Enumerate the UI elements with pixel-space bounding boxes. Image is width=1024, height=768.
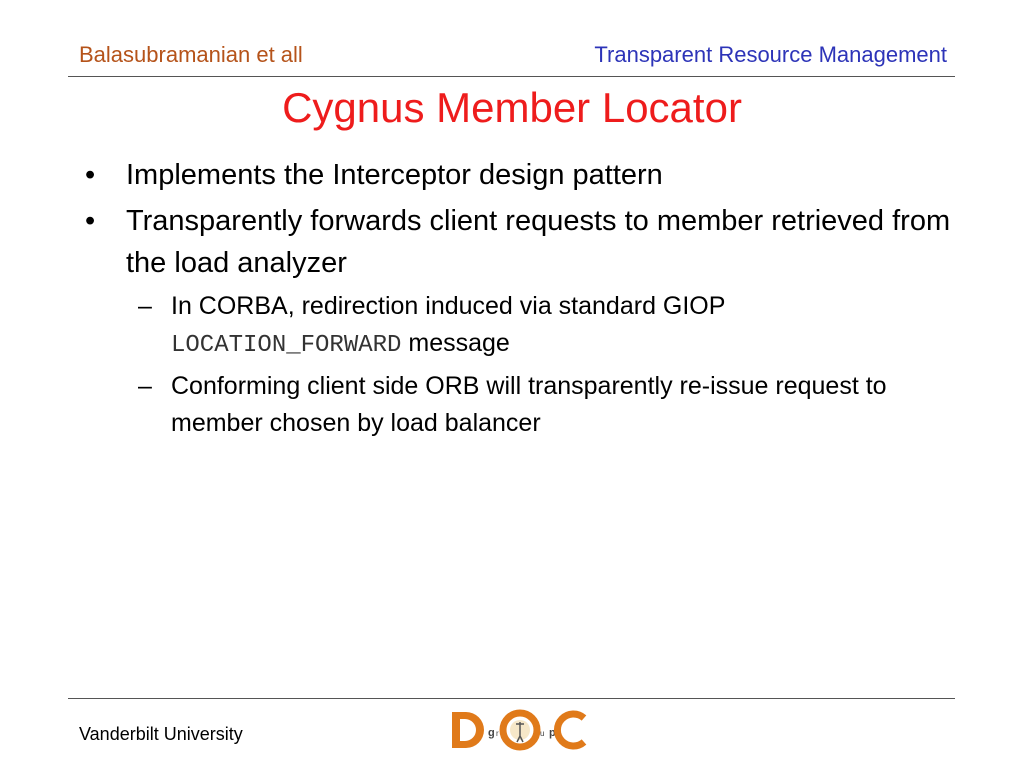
logo-letter-g: g: [488, 727, 495, 739]
bullet-item: [85, 200, 955, 284]
logo-c-icon: [557, 714, 584, 746]
footer-left-text: Vanderbilt University: [79, 724, 243, 744]
logo-d-icon: [452, 712, 484, 748]
bullet-item: [85, 154, 955, 196]
bullet-marker: •: [85, 205, 96, 237]
sub-bullet-item: [138, 368, 955, 442]
header-divider: [68, 76, 955, 77]
header-right-text: Transparent Resource Management: [594, 42, 947, 67]
slide-title: Cygnus Member Locator: [282, 84, 742, 131]
sub-bullet-item: [138, 288, 955, 364]
sub-bullet-text-end: message: [401, 329, 510, 357]
bullet-marker: •: [85, 159, 96, 191]
sub-bullet-text: In CORBA, redirection induced via standard GIOP: [171, 292, 725, 320]
code-text: LOCATION_FORWARD: [171, 332, 402, 359]
sub-bullet-text: Conforming client side ORB will transparently re-issue request to member chosen by load balancer: [171, 372, 887, 437]
logo-letter-r: r: [496, 729, 499, 738]
sub-bullet-marker: –: [138, 292, 152, 320]
sub-bullet-marker: –: [138, 372, 152, 400]
bullet-text: Implements the Interceptor design pattern: [126, 159, 663, 191]
bullet-text: Transparently forwards client requests to member retrieved from the load analyzer: [126, 205, 951, 279]
footer-divider: [68, 698, 955, 699]
logo-letter-p: p: [549, 727, 556, 739]
bullet-list: [85, 154, 955, 446]
header-left-text: Balasubramanian et all: [79, 42, 303, 67]
logo-letter-u: u: [540, 729, 545, 738]
doc-group-logo-icon: [448, 708, 588, 752]
